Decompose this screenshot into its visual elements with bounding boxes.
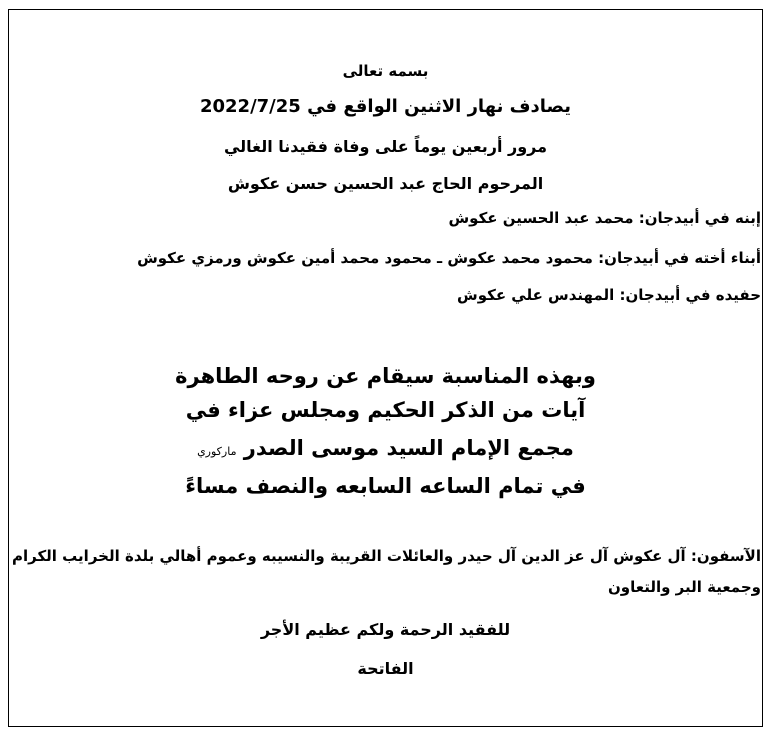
date-line: يصادف نهار الاثنين الواقع في 2022/7/25: [199, 96, 571, 117]
occasion-line: مرور أربعين يوماً على وفاة فقيدنا الغالي: [223, 137, 548, 156]
announcement-line-2: آيات من الذكر الحكيم ومجلس عزاء في: [185, 398, 586, 422]
deceased-name: المرحوم الحاج عبد الحسين حسن عكوش: [227, 174, 544, 193]
mourners-line-1: الآسفون: آل عكوش آل عز الدين آل حيدر والعائلات القريبة والنسيبه وعموم أهالي بلدة الخرايب الكرام: [11, 547, 761, 565]
announcement-line-1: وبهذه المناسبة سيقام عن روحه الطاهرة: [175, 364, 596, 388]
grandson-line: حفيده في أبيدجان: المهندس علي عكوش: [457, 286, 761, 304]
announcement-line-4: في تمام الساعه السابعه والنصف مساءً: [185, 474, 586, 498]
fatiha-line: الفاتحة: [357, 659, 414, 678]
venue-name: مجمع الإمام السيد موسى الصدر: [243, 436, 574, 460]
announcement-line-3: [0, 436, 771, 461]
condolence-line: للفقيد الرحمة ولكم عظيم الأجر: [260, 620, 511, 639]
son-line: إبنه في أبيدجان: محمد عبد الحسين عكوش: [448, 209, 761, 227]
mourners-line-2: وجمعية البر والتعاون: [608, 578, 761, 596]
basmala: بسمه تعالى: [342, 62, 429, 80]
nephews-line: أبناء أخته في أبيدجان: محمود محمد عكوش ـ محمود محمد أمين عكوش ورمزي عكوش: [137, 249, 761, 267]
venue-location: ماركوري: [197, 445, 237, 458]
